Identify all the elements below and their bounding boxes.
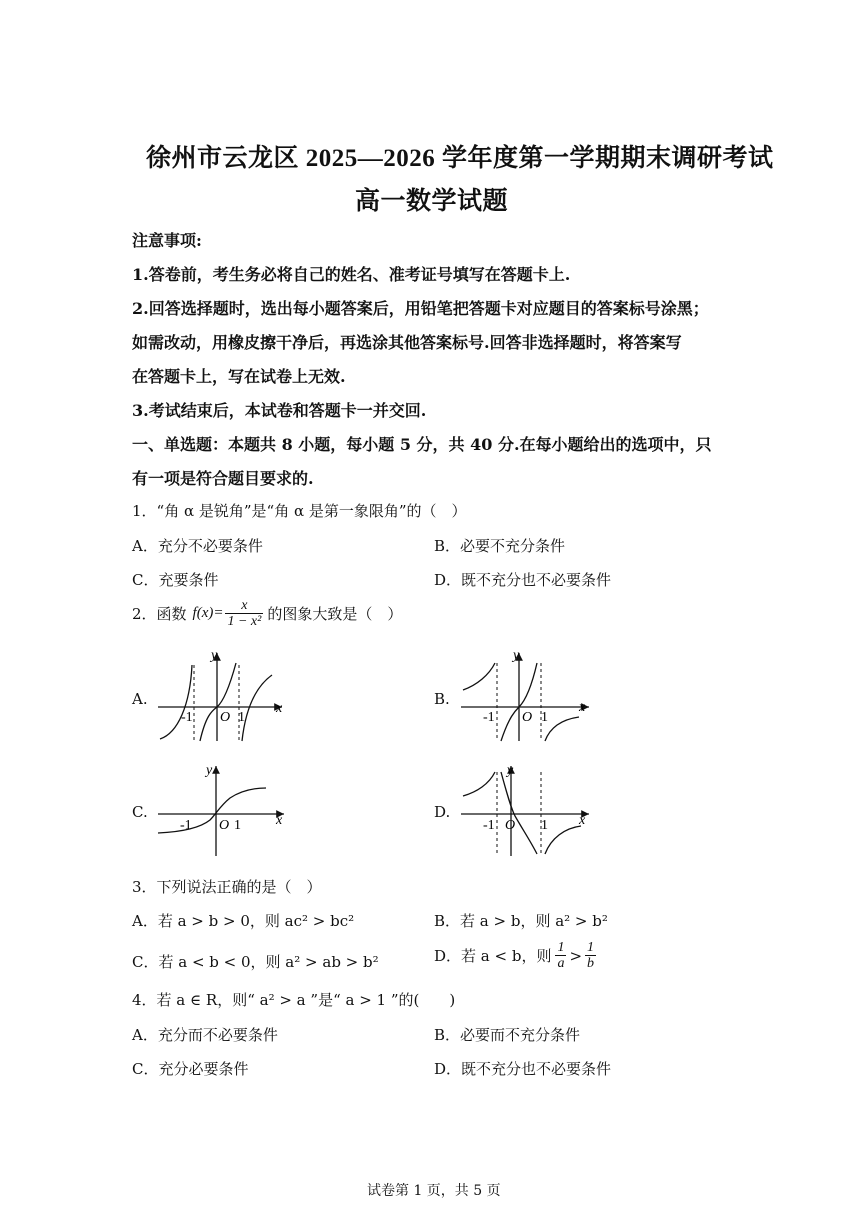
- q3-d-num2: 1: [587, 940, 595, 955]
- q2-stem: [132, 598, 402, 630]
- graph-a-y-label: y: [211, 648, 218, 663]
- q4-option-d: D．既不充分也不必要条件: [434, 1060, 612, 1078]
- section-heading-line-1: 一、单选题：本题共 8 小题，每小题 5 分，共 40 分.在每小题给出的选项中，只: [132, 435, 712, 454]
- q2-fraction-num: x: [225, 598, 263, 614]
- graph-a-x-label: x: [276, 701, 283, 716]
- notes-heading: 注意事项:: [132, 231, 202, 250]
- q2-label-c: C.: [132, 803, 148, 821]
- section-heading-line-2: 有一项是符合题目要求的.: [132, 469, 314, 488]
- q2-label-d: D.: [434, 803, 451, 821]
- q2-graph-a: [150, 645, 290, 745]
- q2-label-b: B.: [434, 690, 450, 708]
- graph-b-neg1-label: -1: [483, 710, 495, 725]
- q3-d-den2: b: [587, 956, 595, 972]
- graph-d-origin-label: O: [505, 818, 516, 833]
- q2-fraction-den: 1 − x²: [227, 614, 262, 630]
- graph-d-one-label: 1: [541, 818, 548, 833]
- notes-item-2-line-3: 在答题卡上，写在试卷上无效.: [132, 367, 346, 386]
- notes-item-3: 3.考试结束后，本试卷和答题卡一并交回.: [132, 401, 427, 420]
- q2-graph-c: [150, 758, 290, 858]
- q3-d-num1: 1: [557, 940, 565, 955]
- graph-a-origin-label: O: [220, 710, 231, 725]
- graph-b-y-label: y: [513, 648, 520, 663]
- q2-prefix: 2．函数: [132, 605, 187, 624]
- notes-item-2-line-1: 2.回答选择题时，选出每小题答案后，用铅笔把答题卡对应题目的答案标号涂黑；: [132, 299, 709, 318]
- q2-label-a: A.: [132, 690, 148, 708]
- q4-option-a: A．充分而不必要条件: [132, 1026, 278, 1044]
- notes-item-2-line-2: 如需改动，用橡皮擦干净后，再选涂其他答案标号.回答非选择题时，将答案写: [132, 333, 682, 352]
- q4-option-b: B．必要而不充分条件: [434, 1026, 581, 1044]
- q2-func: f(x)=: [192, 605, 224, 622]
- q1-option-d: D．既不充分也不必要条件: [434, 571, 612, 589]
- q2-graph-b: [455, 645, 595, 745]
- q3-option-d-prefix: D．若 a < b，则: [434, 947, 552, 966]
- graph-d-x-label: x: [579, 813, 586, 828]
- q3-option-a: A．若 a > b > 0，则 ac² > bc²: [132, 912, 355, 930]
- exam-title: 徐州市云龙区 2025—2026 学年度第一学期期末调研考试: [146, 145, 774, 172]
- graph-b-one-label: 1: [541, 710, 548, 725]
- q3-option-b: B．若 a > b，则 a² > b²: [434, 912, 608, 930]
- graph-c-one-label: 1: [234, 818, 241, 833]
- q3-stem: 3．下列说法正确的是（ ）: [132, 878, 322, 896]
- q3-d-gt: >: [569, 946, 583, 965]
- q3-option-d-frac2: [585, 940, 596, 972]
- q1-option-a: A．充分不必要条件: [132, 537, 263, 555]
- notes-item-1: 1.答卷前，考生务必将自己的姓名、准考证号填写在答题卡上.: [132, 265, 571, 284]
- q1-stem: 1．“角 α 是锐角”是“角 α 是第一象限角”的（ ）: [132, 502, 467, 520]
- graph-d-y-label: y: [507, 763, 514, 778]
- graph-c-neg1-label: -1: [180, 818, 192, 833]
- q3-d-den1: a: [557, 956, 565, 972]
- q2-fraction: [225, 598, 263, 630]
- graph-c-y-label: y: [206, 763, 213, 778]
- graph-b-x-label: x: [579, 700, 586, 715]
- exam-subtitle: 高一数学试题: [355, 188, 509, 215]
- q1-option-c: C．充要条件: [132, 571, 219, 589]
- graph-a-neg1-label: -1: [181, 710, 193, 725]
- q2-suffix: 的图象大致是（ ）: [267, 605, 403, 624]
- q3-option-c: C．若 a < b < 0，则 a² > ab > b²: [132, 953, 379, 971]
- graph-a-one-label: 1: [238, 710, 245, 725]
- graph-d-neg1-label: -1: [483, 818, 495, 833]
- page-footer: 试卷第 1 页，共 5 页: [367, 1183, 501, 1199]
- q3-option-d: [434, 940, 596, 972]
- q3-option-d-frac1: [555, 940, 566, 972]
- q4-option-c: C．充分必要条件: [132, 1060, 249, 1078]
- q1-option-b: B．必要不充分条件: [434, 537, 566, 555]
- q2-graph-d: [455, 758, 595, 858]
- graph-c-x-label: x: [276, 813, 283, 828]
- graph-c-origin-label: O: [219, 818, 230, 833]
- graph-b-origin-label: O: [522, 710, 533, 725]
- q4-stem: 4．若 a ∈ R，则“ a² > a ”是“ a > 1 ”的( ): [132, 991, 456, 1009]
